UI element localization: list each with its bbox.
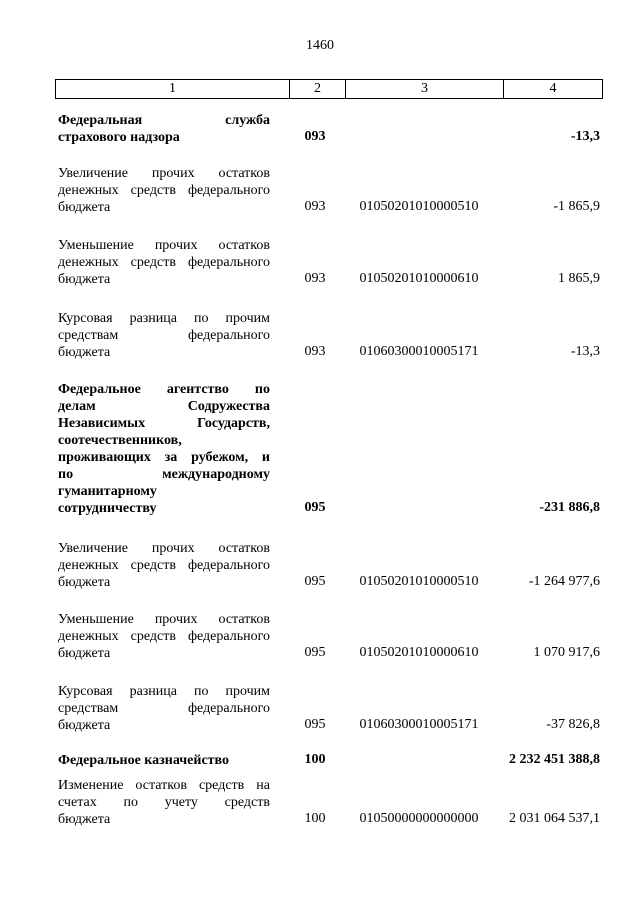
- row-name-line: Увеличение прочих остатков: [58, 166, 270, 181]
- row-name-line: счетах по учету средств: [58, 795, 270, 810]
- row-code: 095: [304, 500, 326, 515]
- row-name-line: бюджета: [58, 646, 111, 661]
- row-kbk-code: 01050201010000610: [359, 271, 479, 286]
- row-name-line: Федеральная служба: [58, 113, 270, 128]
- row-name-line: бюджета: [58, 272, 111, 287]
- row-name-line: проживающих за рубежом, и: [58, 450, 270, 465]
- header-col-3: 3: [346, 80, 504, 98]
- row-code: 100: [304, 752, 326, 767]
- row-name-line: сотрудничеству: [58, 501, 157, 516]
- row-name-line: бюджета: [58, 575, 111, 590]
- row-name-line: Уменьшение прочих остатков: [58, 612, 270, 627]
- row-amount: -13,3: [570, 344, 600, 359]
- row-name-line: Изменение остатков средств на: [58, 778, 270, 793]
- row-name-line: бюджета: [58, 718, 111, 733]
- header-col-2: 2: [290, 80, 346, 98]
- row-code: 100: [304, 811, 326, 826]
- row-name-line: бюджета: [58, 812, 111, 827]
- row-kbk-code: 01050201010000510: [359, 574, 479, 589]
- row-amount: 2 232 451 388,8: [509, 752, 600, 767]
- row-kbk-code: 01050201010000610: [359, 645, 479, 660]
- row-name-line: денежных средств федерального: [58, 629, 270, 644]
- row-name-line: страхового надзора: [58, 130, 180, 145]
- row-name-line: бюджета: [58, 345, 111, 360]
- row-kbk-code: 01060300010005171: [359, 717, 479, 732]
- header-col-4: 4: [549, 81, 557, 96]
- row-name: [58, 310, 270, 361]
- row-code: 095: [304, 645, 326, 660]
- row-name-line: Курсовая разница по прочим: [58, 684, 270, 699]
- row-name-line: денежных средств федерального: [58, 558, 270, 573]
- row-amount: -231 886,8: [539, 500, 600, 515]
- row-amount: -1 865,9: [553, 199, 600, 214]
- row-name: [58, 683, 270, 734]
- header-col-1: 1: [56, 80, 290, 98]
- table-header: [55, 79, 603, 99]
- row-code: 093: [304, 271, 326, 286]
- row-name-line: Федеральное казначейство: [58, 753, 230, 768]
- row-name: [58, 752, 270, 769]
- row-name: [58, 237, 270, 288]
- row-code: 093: [304, 199, 326, 214]
- row-code: 093: [304, 344, 326, 359]
- row-code: 095: [304, 574, 326, 589]
- row-name-line: по международному: [58, 467, 270, 482]
- row-name-line: бюджета: [58, 200, 111, 215]
- row-amount: 1 865,9: [558, 271, 600, 286]
- row-code: 093: [304, 129, 326, 144]
- row-amount: -37 826,8: [546, 717, 600, 732]
- row-amount: 2 031 064 537,1: [509, 811, 600, 826]
- row-name: [58, 540, 270, 591]
- row-kbk-code: 01050000000000000: [359, 811, 479, 826]
- row-name: [58, 777, 270, 828]
- row-amount: -13,3: [570, 129, 600, 144]
- row-name-line: делам Содружества: [58, 399, 270, 414]
- row-name: [58, 381, 270, 517]
- row-name-line: Курсовая разница по прочим: [58, 311, 270, 326]
- row-kbk-code: 01050201010000510: [359, 199, 479, 214]
- row-name-line: Федеральное агентство по: [58, 382, 270, 397]
- row-name-line: соотечественников,: [58, 433, 182, 448]
- row-kbk-code: 01060300010005171: [359, 344, 479, 359]
- page-number: 1460: [306, 38, 334, 53]
- row-code: 095: [304, 717, 326, 732]
- row-name-line: гуманитарному: [58, 484, 157, 499]
- row-name-line: Независимых Государств,: [58, 416, 270, 431]
- row-amount: 1 070 917,6: [533, 645, 600, 660]
- row-name-line: денежных средств федерального: [58, 183, 270, 198]
- row-name-line: Уменьшение прочих остатков: [58, 238, 270, 253]
- row-name-line: средствам федерального: [58, 328, 270, 343]
- row-name: [58, 112, 270, 146]
- row-amount: -1 264 977,6: [528, 574, 600, 589]
- row-name-line: Увеличение прочих остатков: [58, 541, 270, 556]
- row-name-line: средствам федерального: [58, 701, 270, 716]
- row-name-line: денежных средств федерального: [58, 255, 270, 270]
- row-name: [58, 611, 270, 662]
- row-name: [58, 165, 270, 216]
